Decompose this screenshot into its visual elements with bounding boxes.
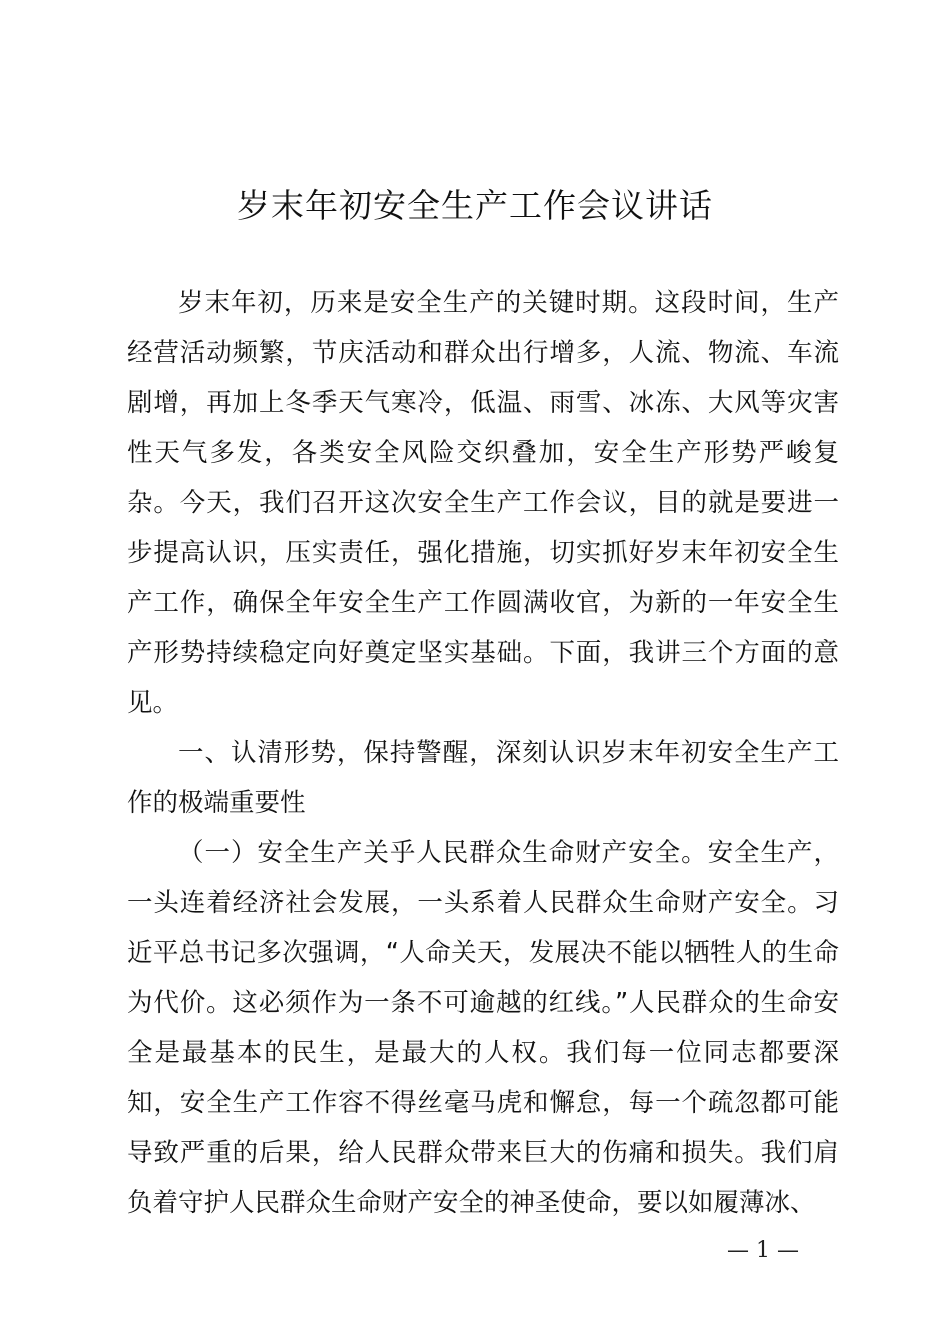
document-title: 岁末年初安全生产工作会议讲话 (237, 186, 713, 225)
document-body (127, 278, 839, 1228)
page-number: — 1 — (727, 1238, 799, 1263)
section-heading-1: 一、认清形势，保持警醒，深刻认识岁末年初安全生产工作的极端重要性 (127, 738, 839, 818)
intro-paragraph: 岁末年初，历来是安全生产的关键时期。这段时间，生产经营活动频繁，节庆活动和群众出行增多，人流、物流、车流剧增，再加上冬季天气寒冷，低温、雨雪、冰冻、大风等灾害性天气多发，各类安全风险交织叠加，安全生产形势严峻复杂。今天，我们召开这次安全生产工作会议，目的就是要进一步提高认识，压实责任，强化措施，切实抓好岁末年初安全生产工作，确保全年安全生产工作圆满收官，为新的一年安全生产形势持续稳定向好奠定坚实基础。下面，我讲三个方面的意见。 (127, 288, 839, 718)
section-1-paragraph-1: （一）安全生产关乎人民群众生命财产安全。安全生产，一头连着经济社会发展，一头系着人民群众生命财产安全。习近平总书记多次强调，“人命关天，发展决不能以牺牲人的生命为代价。这必须作为一条不可逾越的红线。”人民群众的生命安全是最基本的民生，是最大的人权。我们每一位同志都要深知，安全生产工作容不得丝毫马虎和懈怠，每一个疏忽都可能导致严重的后果，给人民群众带来巨大的伤痛和损失。我们肩负着守护人民群众生命财产安全的神圣使命，要以如履薄冰、 (127, 838, 839, 1218)
